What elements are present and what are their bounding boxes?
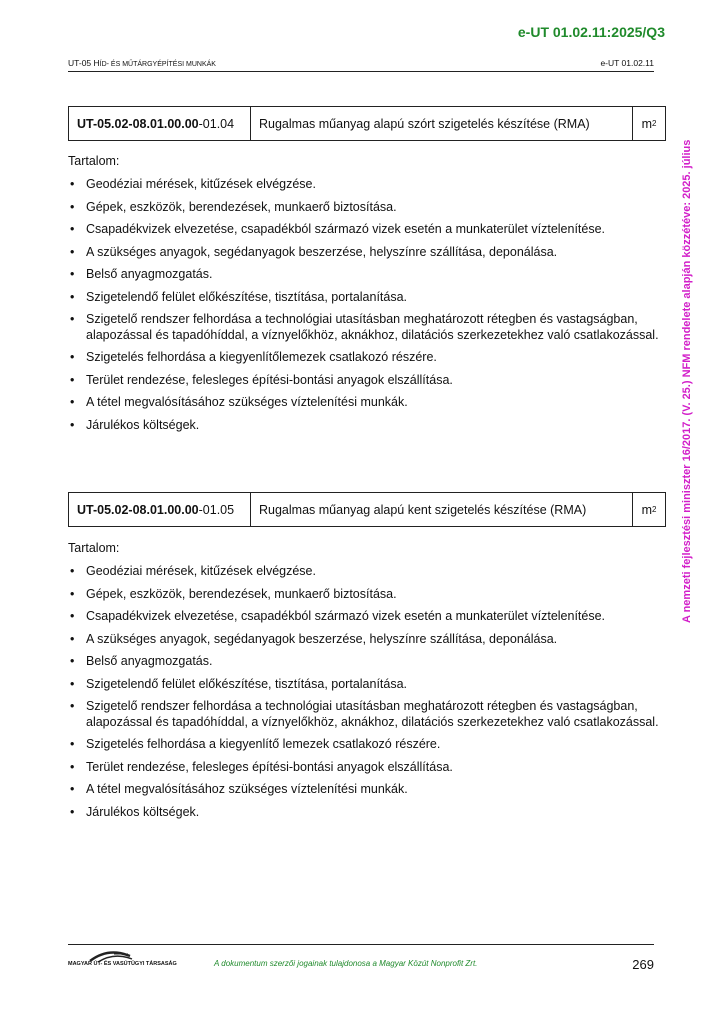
item-unit (633, 107, 665, 140)
list-item: • Gépek, eszközök, berendezések, munkaerő biztosítása. (68, 200, 666, 216)
list-item: • Geodéziai mérések, kitűzések elvégzése. (68, 564, 666, 580)
publication-note: A nemzeti fejlesztési miniszter 16/2017. (V. 25.) NFM rendelete alapján közzétéve: 2025. július (681, 139, 693, 623)
unit-exponent: 2 (651, 505, 657, 514)
list-item: • Geodéziai mérések, kitűzések elvégzése. (68, 177, 666, 193)
section-title-rest: ÍD- ÉS MŰTÁRGYÉPÍTÉSI MUNKÁK (99, 61, 216, 68)
list-item: • Csapadékvizek elvezetése, csapadékból származó vizek esetén a munkaterület víztelenítése. (68, 609, 666, 625)
content-label: Tartalom: (68, 154, 120, 168)
item-header-table-1 (68, 106, 666, 141)
list-item: • Terület rendezése, felesleges építési-bontási anyagok elszállítása. (68, 760, 666, 776)
item-code-suffix: -01.04 (198, 116, 235, 131)
list-item: • Járulékos költségek. (68, 805, 666, 821)
list-item: • Csapadékvizek elvezetése, csapadékból származó vizek esetén a munkaterület víztelenítése. (68, 222, 666, 238)
item-title: Rugalmas műanyag alapú kent szigetelés készítése (RMA) (251, 493, 633, 526)
unit-exponent: 2 (651, 119, 657, 128)
list-item: • Járulékos költségek. (68, 418, 666, 434)
document-code: e-UT 01.02.11:2025/Q3 (517, 24, 665, 40)
list-item: • Szigetelendő felület előkészítése, tisztítása, portalanítása. (68, 290, 666, 306)
item-unit (633, 493, 665, 526)
list-item: • Szigetelő rendszer felhordása a technológiai utasításban meghatározott rétegben és vastagságban, alapozással és tapadóhíddal, a víznyelőkhöz, aknákhoz, dilatációs szerkezetekhez való csatlakozással. (68, 699, 666, 730)
content-label: Tartalom: (68, 541, 120, 555)
header-divider (68, 71, 654, 72)
list-item: • Szigetelés felhordása a kiegyenlítőlemezek csatlakozó részére. (68, 350, 666, 366)
list-item: • Szigetelendő felület előkészítése, tisztítása, portalanítása. (68, 677, 666, 693)
content-list (68, 564, 666, 820)
content-list (68, 177, 666, 433)
section-title (68, 58, 216, 68)
list-item: • Szigetelő rendszer felhordása a technológiai utasításban meghatározott rétegben és vastagságban, alapozással és tapadóhíddal, a víznyelőkhöz, aknákhoz, dilatációs szerkezetekhez való csatlakozással. (68, 312, 666, 343)
list-item: • A szükséges anyagok, segédanyagok beszerzése, helyszínre szállítása, deponálása. (68, 245, 666, 261)
item-code-main: UT-05.02-08.01.00.00 (77, 116, 199, 131)
list-item: • A szükséges anyagok, segédanyagok beszerzése, helyszínre szállítása, deponálása. (68, 632, 666, 648)
section-title-prefix: UT-05 H (68, 58, 100, 68)
item-title: Rugalmas műanyag alapú szórt szigetelés készítése (RMA) (251, 107, 633, 140)
short-document-code: e-UT 01.02.11 (600, 58, 654, 68)
list-item: • A tétel megvalósításához szükséges víztelenítési munkák. (68, 395, 666, 411)
list-item: • Belső anyagmozgatás. (68, 654, 666, 670)
list-item: • Belső anyagmozgatás. (68, 267, 666, 283)
copyright-notice: A dokumentum szerzői jogainak tulajdonosa a Magyar Közút Nonprofit Zrt. (214, 959, 478, 968)
unit-base: m (641, 502, 652, 517)
unit-base: m (641, 116, 652, 131)
society-name: MAGYAR ÚT- ÉS VASÚTÜGYI TÁRSASÁG (68, 961, 177, 967)
list-item: • Terület rendezése, felesleges építési-bontási anyagok elszállítása. (68, 373, 666, 389)
list-item: • A tétel megvalósításához szükséges víztelenítési munkák. (68, 782, 666, 798)
footer-divider (68, 944, 654, 945)
item-header-table-2 (68, 492, 666, 527)
item-code (69, 493, 251, 526)
item-content-2 (68, 538, 666, 827)
item-content-1 (68, 151, 666, 440)
page-number: 269 (632, 957, 654, 972)
list-item: • Gépek, eszközök, berendezések, munkaerő biztosítása. (68, 587, 666, 603)
item-code-main: UT-05.02-08.01.00.00 (77, 502, 199, 517)
item-code (69, 107, 251, 140)
list-item: • Szigetelés felhordása a kiegyenlítő lemezek csatlakozó részére. (68, 737, 666, 753)
item-code-suffix: -01.05 (198, 502, 235, 517)
